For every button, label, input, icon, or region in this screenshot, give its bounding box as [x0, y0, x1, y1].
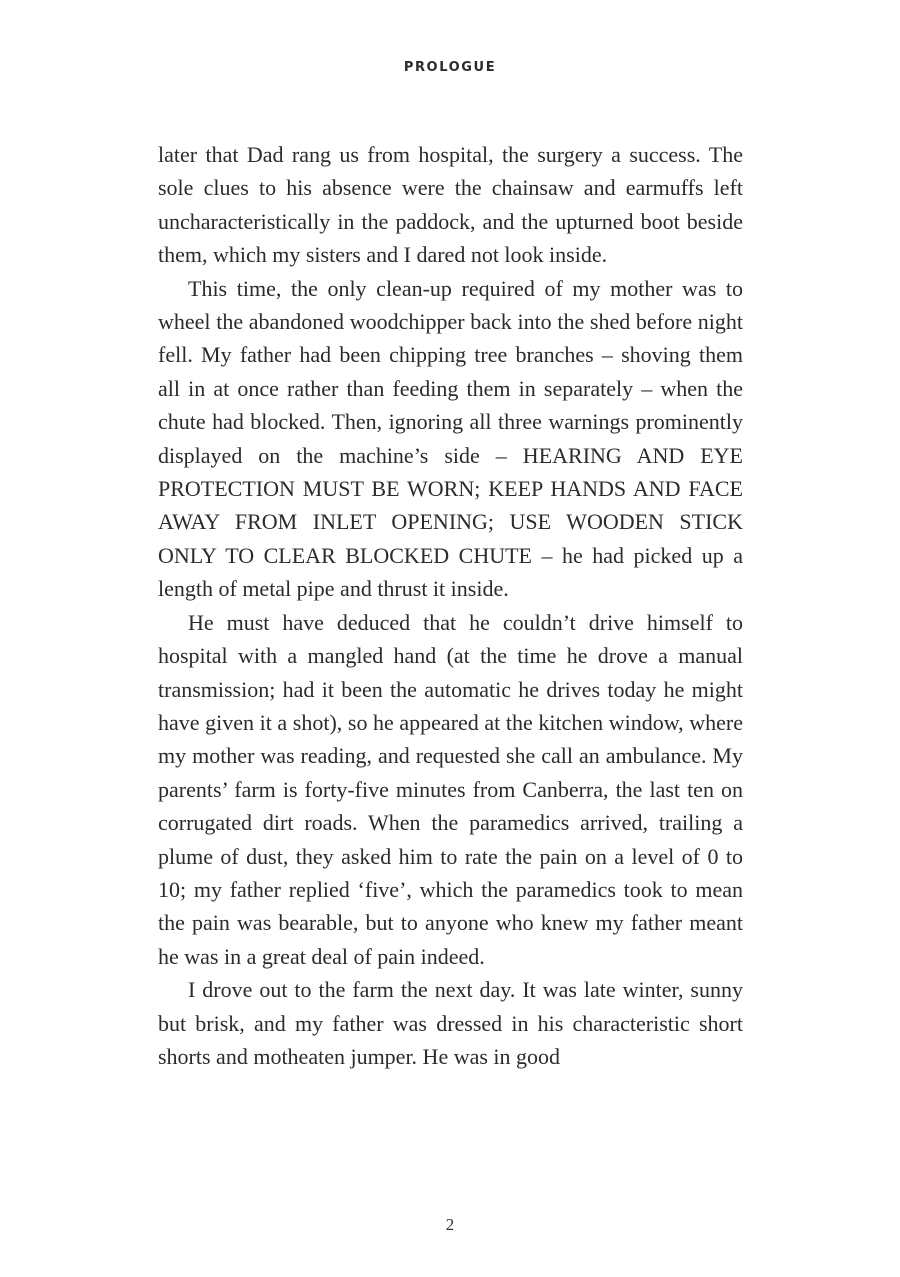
paragraph: This time, the only clean-up required of my mother was to wheel the abandoned woodchipper back into the shed before night fell. My father had been chipping tree branches – shoving them all in at once rather than feeding them in separately – when the chute had blocked. Then, ignoring all three warnings prominently displayed on the machine’s side – HEARING AND EYE PROTECTION MUST BE WORN; KEEP HANDS AND FACE AWAY FROM INLET OPENING; USE WOODEN STICK ONLY TO CLEAR BLOCKED CHUTE – he had picked up a length of metal pipe and thrust it inside.: [158, 275, 743, 602]
paragraph: He must have deduced that he couldn’t drive himself to hospital with a mangled hand (at the time he drove a manual transmission; had it been the automatic he drives today he might have given it a shot), so he appeared at the kitchen window, where my mother was reading, and requested she call an ambulance. My parents’ farm is forty-five minutes from Canberra, the last ten on corrugated dirt roads. When the paramedics arrived, trailing a plume of dust, they asked him to rate the pain on a level of 0 to 10; my father replied ‘five’, which the paramedics took to mean the pain was bearable, but to anyone who knew my father meant he was in a great deal of pain indeed.: [158, 609, 743, 969]
running-head: PROLOGUE: [403, 60, 497, 75]
page-number: 2: [445, 1215, 455, 1234]
paragraph-continued: later that Dad rang us from hospital, the surgery a success. The sole clues to his absence were the chainsaw and earmuffs left uncharacteristically in the paddock, and the upturned boot beside them, which my sisters and I dared not look inside.: [158, 142, 743, 268]
body-text: [158, 138, 743, 1073]
paragraph: I drove out to the farm the next day. It was late winter, sunny but brisk, and my father was dressed in his characteristic short shorts and motheaten jumper. He was in good: [158, 977, 743, 1069]
